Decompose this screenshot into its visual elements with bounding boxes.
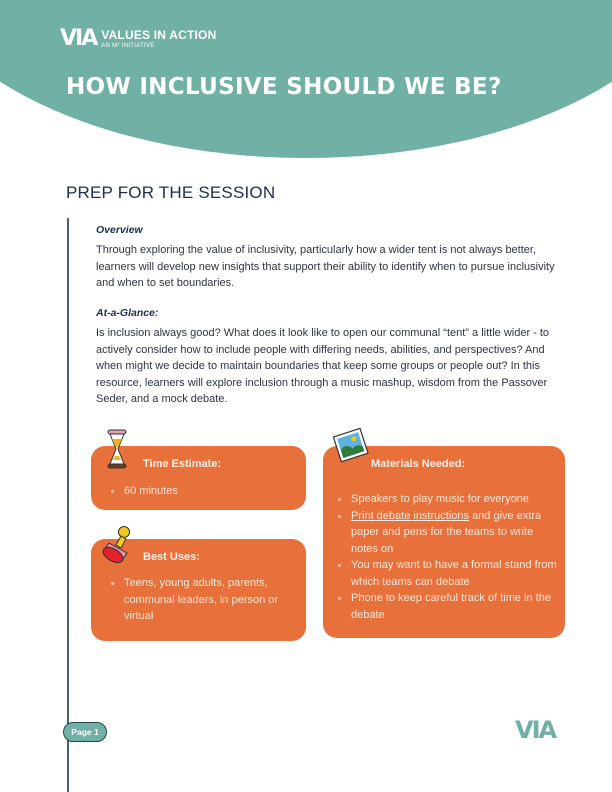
card-list <box>110 483 295 500</box>
logo-title: VALUES IN ACTION <box>101 28 217 42</box>
list-item: Teens, young adults, parents, communal leaders, in person or virtual <box>110 575 290 625</box>
card-title: Materials Needed: <box>371 458 466 470</box>
list-item: Speakers to play music for everyone <box>337 491 559 508</box>
overview-text: Through exploring the value of inclusivity, particularly how a wider tent is not always better, learners will develop new insights that support their ability to identify when to pursue inclusivity and when to set boundaries. <box>96 244 555 289</box>
glance-heading: At-a-Glance: <box>96 307 159 319</box>
glance-text: Is inclusion always good? What does it look like to open our communal “tent” a little wider - to actively consider how to include people with differing needs, abilities, and perspectives? And when might we decide to maintain boundaries that keep some groups or people out? In this resource, learners will explore inclusion through a music mashup, wisdom from the Passover Seder, and a mock debate. <box>96 327 550 405</box>
card-list <box>110 575 290 625</box>
list-item: You may want to have a formal stand from which teams can debate <box>337 557 559 590</box>
list-item: Print debate instructions and give extra paper and pens for the teams to write notes on <box>337 508 559 558</box>
stamp-icon <box>99 525 135 565</box>
hourglass-icon <box>106 429 128 469</box>
picture-icon <box>333 428 369 464</box>
overview-heading: Overview <box>96 224 143 236</box>
page-number-badge: Page 1 <box>63 722 107 742</box>
page-title: HOW INCLUSIVE SHOULD WE BE? <box>66 74 502 100</box>
list-item: Phone to keep careful track of time in the debate <box>337 590 559 623</box>
materials-card <box>323 446 565 638</box>
card-list <box>337 491 559 623</box>
list-item: 60 minutes <box>110 483 295 500</box>
card-title: Time Estimate: <box>143 458 222 470</box>
logo-mark: VIA <box>60 26 97 51</box>
card-title: Best Uses: <box>143 551 200 563</box>
vertical-divider <box>67 218 69 792</box>
logo-subtitle: AN M² INITIATIVE <box>101 43 155 49</box>
section-title: PREP FOR THE SESSION <box>66 183 276 202</box>
footer-via-logo: VIA <box>515 716 556 744</box>
via-logo <box>60 26 217 51</box>
print-debate-instructions-link[interactable]: Print debate instructions <box>351 509 470 522</box>
